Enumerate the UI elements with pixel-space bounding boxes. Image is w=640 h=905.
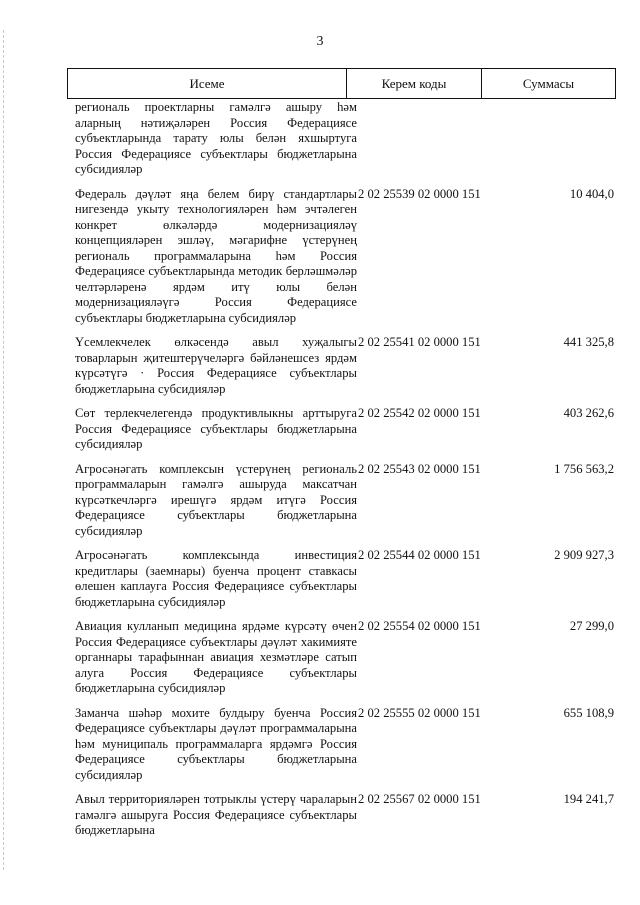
row-sum: 1 756 563,2 [554, 461, 614, 476]
row-sum: 403 262,6 [563, 406, 614, 420]
table-header [67, 68, 616, 99]
row-name: Агросәнәгать комплексын үстерүнең региональ программаларын гамәлгә ашыруда максатчан күрсәткечләргә ирешүгә ярдәм итүгә Россия Федерациясе субъектлары бюджетларына субсидияләр [75, 461, 357, 538]
header-sum: Суммасы [481, 69, 615, 98]
row-sum: 27 299,0 [569, 619, 614, 633]
row-sum: 655 108,9 [563, 705, 614, 720]
row-code: 2 02 25542 02 0000 151 [358, 406, 481, 420]
row-sum: 2 909 927,3 [554, 548, 614, 562]
row-sum: 441 325,8 [563, 335, 614, 349]
row-name: Заманча шәһәр мохите булдыру буенча Россия Федерациясе субъектлары дәүләт программаларына һәм муниципаль программаларга ярдәмгә Россия Федерациясе субъектлары бюджетларына субсидияләр [75, 705, 357, 782]
row-name: Үсемлекчелек өлкәсендә авыл хуҗалыгы товарларын җитештерүчеләргә бәйләнешсез ярдәм күрсәтүгә · Россия Федерациясе субъектлары бюджетларына субсидияләр [75, 335, 357, 396]
table-body [0, 100, 640, 848]
row-name: Сөт терлекчелегендә продуктивлыкны арттыруга Россия Федерациясе субъектлары бюджетларына субсидияләр [75, 406, 357, 451]
row-sum: 194 241,7 [563, 792, 614, 806]
table-row [0, 706, 640, 784]
table-row [0, 462, 640, 540]
page-number: 3 [316, 34, 324, 49]
table-row [0, 619, 640, 697]
row-code: 2 02 25539 02 0000 151 [358, 186, 481, 201]
row-name: Авыл территорияләрен тотрыклы үстерү чараларын гамәлгә ашыруга Россия Федерациясе субъектлары бюджетларына [75, 792, 357, 837]
row-name: Авиация кулланып медицина ярдәме күрсәтү өчен Россия Федерациясе субъектлары дәүләт хакимияте органнары тарафыннан авиация хезмәтләре сатып алуга Россия Федерациясе субъектлары бюджетларына субсидияләр [75, 619, 357, 695]
row-code: 2 02 25555 02 0000 151 [358, 705, 481, 720]
header-code: Керем коды [346, 69, 481, 98]
table-row [0, 548, 640, 610]
row-name: Федераль дәүләт яңа белем бирү стандартлары нигезендә укыту технологияләрен һәм эчтәлеген конкрет өлкәләрдә модернизацияләү концепцияләрен эшләү, мәгарифне үстерүнең региональ программаларына һәм Россия Федерациясе субъектларында методик берләшмәләр челтәрләренә ярдәм итү юлы белән модернизацияләүгә Россия Федерациясе субъектлары бюджетларына субсидияләр [75, 186, 357, 325]
row-name: Агросәнәгать комплексында инвестиция кредитлары (заемнары) буенча процент ставкасы өлешен каплауга Россия Федерациясе субъектлары бюджетларына субсидияләр [75, 548, 357, 609]
row-name: региональ проектларны гамәлгә ашыру һәм аларның нәтиҗәләрен Россия Федерациясе субъектларында тарату юлы белән яхшыртуга Россия Федерациясе субъектлары бюджетларына субсидияләр [75, 100, 357, 176]
table-row [0, 335, 640, 397]
table-row [0, 187, 640, 327]
row-code: 2 02 25541 02 0000 151 [358, 335, 481, 349]
table-row [0, 406, 640, 453]
row-code: 2 02 25554 02 0000 151 [358, 619, 481, 633]
row-code: 2 02 25543 02 0000 151 [358, 461, 481, 476]
row-code: 2 02 25544 02 0000 151 [358, 548, 481, 562]
table-row [0, 792, 640, 839]
table-row [0, 100, 640, 178]
row-sum: 10 404,0 [569, 186, 614, 201]
header-name: Исеме [189, 75, 225, 91]
row-code: 2 02 25567 02 0000 151 [358, 792, 481, 806]
